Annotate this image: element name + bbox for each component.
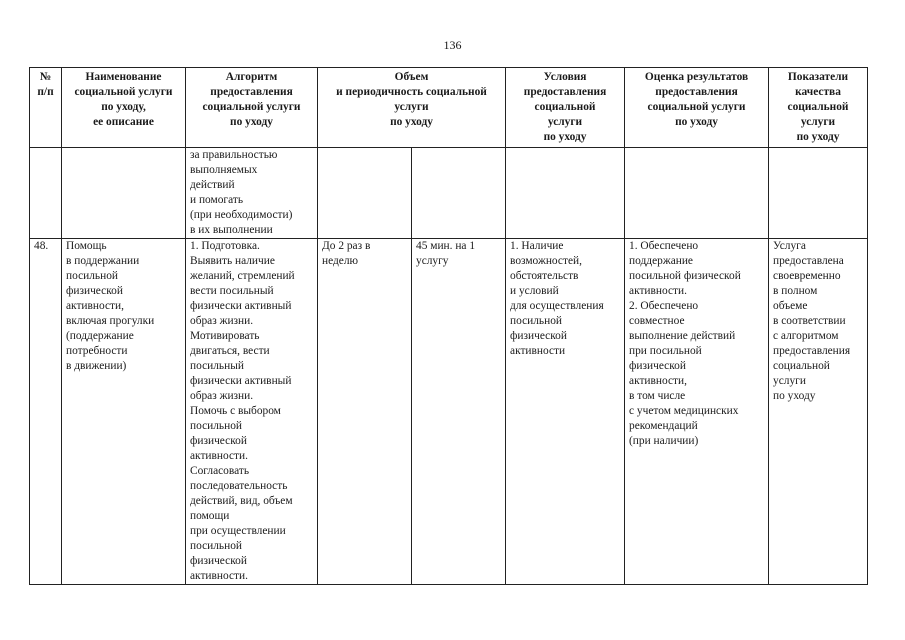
header-line: предоставления [523,86,607,98]
cell-text-line: в движении) [66,360,127,372]
cell-text-line: образ жизни. [190,390,254,402]
cell-text-line: активности, [66,300,124,312]
header-line: по уходу [230,116,273,128]
cell-text-line: физической [629,360,686,372]
cell-text-line: Помощь [66,240,107,252]
cell-text-line: активности. [629,285,687,297]
cell-text-line: До 2 раз в [322,240,371,252]
cell-text-line: 45 мин. на 1 [416,240,476,252]
cell-periodicity [412,239,506,585]
cell-text-line: действий [190,179,235,191]
cell-text-line: объеме [773,300,808,312]
cell-evaluation [625,239,769,585]
header-line: услуги [394,101,429,113]
cell-text-line: физической [510,330,567,342]
cell-text-line: желаний, стремлений [190,270,295,282]
cell-text-line: совместное [629,315,685,327]
cell-quality [769,148,868,239]
cell-text-line: своевременно [773,270,841,282]
header-line: Объем [394,71,429,83]
cell-text-line: предоставления [773,345,851,357]
cell-volume [318,239,412,585]
cell-text-line: Мотивировать [190,330,260,342]
cell-text-line: услуги [773,375,806,387]
cell-quality [769,239,868,585]
cell-text-line: рекомендаций [629,420,698,432]
header-line: по уходу [796,131,840,143]
cell-text-line: Помочь с выбором [190,405,281,417]
cell-text-line: и условий [510,285,559,297]
cell-text-line: выполняемых [190,164,258,176]
page-number: 136 [443,38,462,52]
header-line: Алгоритм [225,71,278,83]
cell-text-line: физически активный [190,375,292,387]
cell-text-line: выполнение действий [629,330,736,342]
header-service-name [62,68,186,148]
cell-algorithm [186,148,318,239]
cell-text-line: образ жизни. [190,315,254,327]
cell-text-line: (поддержание [66,330,134,342]
cell-text-line: с учетом медицинских [629,405,739,417]
cell-number [30,148,62,239]
cell-text-line: в соответствии [773,315,846,327]
cell-text-line: за правильностью [190,149,278,161]
header-line: Показатели [787,71,849,83]
cell-conditions [506,239,625,585]
header-line: предоставления [655,86,738,98]
cell-text-line: последовательность [190,480,288,492]
cell-text-line: действий, вид, объем [190,495,293,507]
header-line: социальной услуги [202,101,301,113]
cell-text-line: физически активный [190,300,292,312]
header-line: услуги [800,116,836,128]
cell-text-line: посильной [66,270,118,282]
cell-text-line: (при наличии) [629,435,699,447]
cell-conditions [506,148,625,239]
header-number [30,68,62,148]
cell-volume [318,148,412,239]
cell-text-line: активности. [190,570,248,582]
cell-text-line: поддержание [629,255,693,267]
header-line: услуги [547,116,583,128]
cell-text-line: при осуществлении [190,525,286,537]
cell-text-line: возможностей, [510,255,582,267]
cell-text-line: (при необходимости) [190,209,293,221]
cell-text-line: посильной [510,315,563,327]
header-line: социальной услуги [74,86,173,98]
cell-text-line: в полном [773,285,818,297]
cell-text-line: в том числе [629,390,686,402]
header-line: социальной [534,101,596,113]
cell-text-line: социальной [773,360,830,372]
header-row [30,68,868,148]
cell-text-line: физической [190,555,247,567]
header-line: по уходу [390,116,433,128]
cell-text-line: 1. Обеспечено [629,240,699,252]
cell-text-line: при посильной [629,345,702,357]
header-line: социальной услуги [647,101,746,113]
header-line: по уходу [543,131,587,143]
cell-text-line: с алгоритмом [773,330,839,342]
cell-text-line: физической [190,435,247,447]
cell-text-line: посильный [190,360,244,372]
cell-text-line: активности [510,345,566,357]
cell-text-line: по уходу [773,390,816,402]
cell-periodicity [412,148,506,239]
header-conditions [506,68,625,148]
cell-text-line: физической [66,285,123,297]
header-evaluation [625,68,769,148]
cell-text-line: и помогать [190,194,244,206]
header-volume [318,68,506,148]
cell-text-line: включая прогулки [66,315,155,327]
cell-text-line: Услуга [773,240,806,252]
cell-text-line: посильной [190,420,242,432]
header-line: № [39,71,52,83]
cell-text-line: 1. Наличие [510,240,564,252]
cell-text-line: в их выполнении [190,224,273,236]
cell-text-line: посильной физической [629,270,741,282]
cell-text-line: предоставлена [773,255,844,267]
header-line: и периодичность социальной [336,86,487,98]
header-line: Условия [543,71,587,83]
cell-text-line: услугу [416,255,449,267]
cell-text-line: 2. Обеспечено [629,300,699,312]
header-line: ее описание [93,116,154,128]
header-line: по уходу, [101,101,146,113]
cell-algorithm [186,239,318,585]
cell-text-line: 1. Подготовка. [190,240,260,252]
header-line: социальной [787,101,849,113]
cell-text-line: в поддержании [66,255,140,267]
cell-text-line: обстоятельств [510,270,579,282]
header-algorithm [186,68,318,148]
cell-text-line: посильной [190,540,242,552]
header-line: Наименование [85,71,162,83]
cell-text-line: активности, [629,375,687,387]
header-line: качества [795,86,841,98]
cell-text-line: двигаться, вести [190,345,270,357]
header-line: Оценка результатов [644,71,749,83]
cell-number: 48. [30,239,62,585]
cell-text-line: неделю [322,255,359,267]
header-line: п/п [37,86,54,98]
cell-text-line: для осуществления [510,300,604,312]
cell-text-line: вести посильный [190,285,274,297]
cell-name [62,239,186,585]
cell-text-line: активности. [190,450,248,462]
cell-text-line: Выявить наличие [190,255,275,267]
cell-name [62,148,186,239]
cell-evaluation [625,148,769,239]
table-row-48 [30,239,868,585]
table-row-continuation [30,148,868,239]
header-quality [769,68,868,148]
social-services-table [29,67,868,585]
cell-text-line: Согласовать [190,465,250,477]
header-line: по уходу [675,116,718,128]
cell-text-line: потребности [66,345,128,357]
cell-text-line: помощи [190,510,230,522]
header-line: предоставления [210,86,293,98]
